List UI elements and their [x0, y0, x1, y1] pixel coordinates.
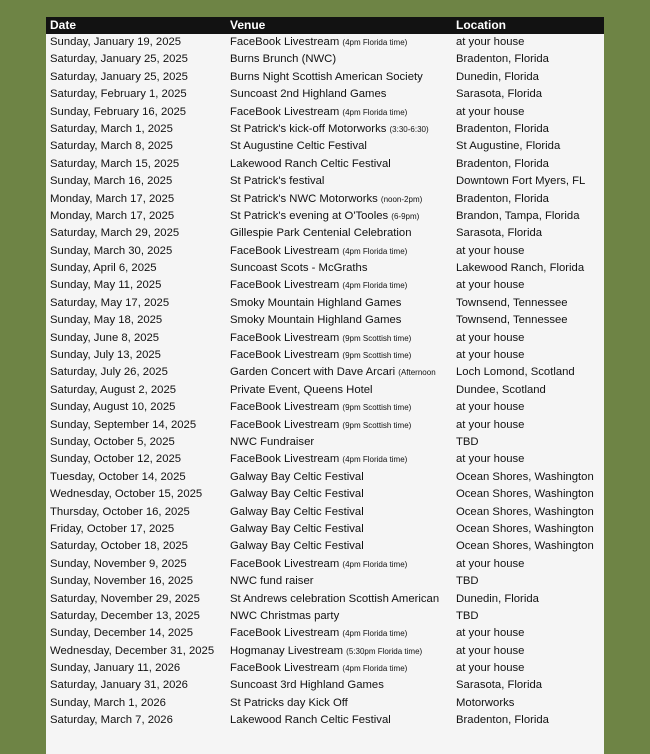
table-row [46, 69, 604, 86]
table-row [46, 695, 604, 712]
venue-cell [227, 677, 453, 694]
date-cell: Saturday, October 18, 2025 [50, 540, 188, 553]
venue-cell [227, 591, 453, 608]
venue-cell [227, 417, 453, 434]
venue-cell [227, 121, 453, 138]
table-row [46, 225, 604, 242]
date-cell: Sunday, February 16, 2025 [50, 105, 187, 118]
location-cell: Dunedin, Florida [456, 70, 539, 83]
venue-cell [227, 712, 453, 729]
venue-name: Galway Bay Celtic Festival [230, 522, 364, 535]
venue-cell [227, 504, 453, 521]
venue-name: Smoky Mountain Highland Games [230, 314, 402, 327]
table-row [46, 504, 604, 521]
location-cell: Sarasota, Florida [456, 88, 543, 101]
date-cell: Saturday, March 7, 2026 [50, 714, 173, 727]
venue-name: FaceBook Livestream [230, 418, 340, 431]
venue-time-note: (noon-2pm) [380, 194, 423, 204]
venue-name: FaceBook Livestream [230, 349, 340, 362]
location-cell: Bradenton, Florida [456, 192, 549, 205]
venue-cell [227, 69, 453, 86]
date-cell: Saturday, March 8, 2025 [50, 140, 173, 153]
venue-cell [227, 434, 453, 451]
date-cell: Wednesday, December 31, 2025 [50, 644, 215, 657]
venue-name: Gillespie Park Centenial Celebration [230, 227, 412, 240]
location-cell: Bradenton, Florida [456, 122, 549, 135]
location-cell: Lakewood Ranch, Florida [456, 262, 585, 275]
table-row [46, 469, 604, 486]
location-cell: at your house [456, 244, 525, 257]
venue-time-note: (4pm Florida time) [342, 246, 408, 256]
table-row [46, 191, 604, 208]
table-row [46, 643, 604, 660]
venue-cell [227, 104, 453, 121]
date-cell: Sunday, March 30, 2025 [50, 244, 173, 257]
venue-cell [227, 451, 453, 468]
date-cell: Tuesday, October 14, 2025 [50, 470, 186, 483]
date-cell: Thursday, October 16, 2025 [50, 505, 190, 518]
venue-cell [227, 225, 453, 242]
location-cell: Loch Lomond, Scotland [456, 366, 575, 379]
location-cell: Bradenton, Florida [456, 157, 549, 170]
location-cell: at your house [456, 331, 525, 344]
venue-cell [227, 243, 453, 260]
location-cell: Townsend, Tennessee [456, 296, 568, 309]
venue-cell [227, 347, 453, 364]
table-row [46, 260, 604, 277]
table-row [46, 330, 604, 347]
date-cell: Sunday, November 9, 2025 [50, 557, 187, 570]
date-cell: Sunday, January 11, 2026 [50, 662, 181, 675]
venue-name: Galway Bay Celtic Festival [230, 488, 364, 501]
venue-cell [227, 364, 453, 381]
table-row [46, 243, 604, 260]
location-cell: at your house [456, 557, 525, 570]
table-row [46, 451, 604, 468]
location-cell: at your house [456, 627, 525, 640]
venue-cell [227, 86, 453, 103]
location-cell: Dunedin, Florida [456, 592, 539, 605]
location-cell: TBD [456, 609, 479, 622]
location-cell: Ocean Shores, Washington [456, 522, 594, 535]
table-body [46, 34, 604, 730]
venue-name: Lakewood Ranch Celtic Festival [230, 157, 391, 170]
venue-cell [227, 191, 453, 208]
table-row [46, 156, 604, 173]
location-cell: Motorworks [456, 696, 515, 709]
date-cell: Sunday, October 5, 2025 [50, 435, 175, 448]
venue-time-note: (9pm Scottish time) [342, 420, 412, 430]
location-cell: Bradenton, Florida [456, 714, 549, 727]
location-cell: Townsend, Tennessee [456, 314, 568, 327]
table-header [46, 17, 604, 34]
table-row [46, 625, 604, 642]
venue-time-note: (4pm Florida time) [342, 455, 408, 465]
location-cell: at your house [456, 36, 525, 48]
table-row [46, 382, 604, 399]
venue-name: Suncoast 3rd Highland Games [230, 679, 384, 692]
venue-cell [227, 643, 453, 660]
venue-name: FaceBook Livestream [230, 331, 340, 344]
table-row [46, 538, 604, 555]
venue-name: Private Event, Queens Hotel [230, 383, 373, 396]
venue-cell [227, 625, 453, 642]
table-row [46, 34, 604, 51]
date-cell: Saturday, March 29, 2025 [50, 227, 180, 240]
venue-name: FaceBook Livestream [230, 36, 340, 48]
venue-name: FaceBook Livestream [230, 105, 340, 118]
date-cell: Sunday, April 6, 2025 [50, 262, 157, 275]
location-cell: at your house [456, 644, 525, 657]
table-row [46, 521, 604, 538]
venue-time-note: (5:30pm Florida time) [346, 646, 423, 656]
venue-time-note: (9pm Scottish time) [342, 351, 412, 361]
table-row [46, 51, 604, 68]
table-row [46, 295, 604, 312]
venue-time-note: (4pm Florida time) [342, 629, 408, 639]
location-cell: Sarasota, Florida [456, 679, 543, 692]
date-cell: Sunday, June 8, 2025 [50, 331, 160, 344]
date-cell: Sunday, March 16, 2025 [50, 175, 173, 188]
venue-cell [227, 556, 453, 573]
venue-name: St Augustine Celtic Festival [230, 140, 367, 153]
date-cell: Wednesday, October 15, 2025 [50, 488, 203, 501]
venue-cell [227, 295, 453, 312]
location-cell: St Augustine, Florida [456, 140, 561, 153]
date-cell: Saturday, February 1, 2025 [50, 88, 187, 101]
location-cell: Ocean Shores, Washington [456, 540, 594, 553]
date-cell: Saturday, May 17, 2025 [50, 296, 170, 309]
date-cell: Saturday, March 1, 2025 [50, 122, 173, 135]
date-cell: Sunday, October 12, 2025 [50, 453, 182, 466]
date-cell: Saturday, December 13, 2025 [50, 609, 200, 622]
venue-name: Suncoast 2nd Highland Games [230, 88, 387, 101]
location-cell: at your house [456, 418, 525, 431]
date-cell: Monday, March 17, 2025 [50, 209, 175, 222]
venue-cell [227, 34, 453, 51]
location-cell: at your house [456, 349, 525, 362]
location-cell: Ocean Shores, Washington [456, 505, 594, 518]
venue-time-note: (4pm Florida time) [342, 107, 408, 117]
venue-cell [227, 469, 453, 486]
venue-name: NWC fund raiser [230, 575, 314, 588]
date-cell: Sunday, December 14, 2025 [50, 627, 193, 640]
venue-cell [227, 312, 453, 329]
venue-time-note: (4pm Florida time) [342, 38, 408, 47]
date-cell: Friday, October 17, 2025 [50, 522, 175, 535]
venue-name: FaceBook Livestream [230, 279, 340, 292]
schedule-table [46, 17, 604, 754]
venue-name: FaceBook Livestream [230, 557, 340, 570]
venue-time-note: (4pm Florida time) [342, 664, 408, 674]
date-cell: Sunday, November 16, 2025 [50, 575, 193, 588]
location-cell: Dundee, Scotland [456, 383, 546, 396]
location-cell: Sarasota, Florida [456, 227, 543, 240]
venue-cell [227, 51, 453, 68]
venue-name: NWC Christmas party [230, 609, 340, 622]
table-row [46, 347, 604, 364]
table-row [46, 486, 604, 503]
location-cell: Downtown Fort Myers, FL [456, 175, 586, 188]
venue-name: Lakewood Ranch Celtic Festival [230, 714, 391, 727]
date-cell: Sunday, January 19, 2025 [50, 36, 182, 48]
venue-cell [227, 521, 453, 538]
venue-name: Smoky Mountain Highland Games [230, 296, 402, 309]
venue-name: FaceBook Livestream [230, 244, 340, 257]
venue-cell [227, 608, 453, 625]
location-cell: at your house [456, 453, 525, 466]
venue-time-note: (4pm Florida time) [342, 559, 408, 569]
venue-cell [227, 330, 453, 347]
table-row [46, 660, 604, 677]
location-cell: Bradenton, Florida [456, 53, 549, 66]
venue-name: FaceBook Livestream [230, 401, 340, 414]
date-cell: Sunday, May 18, 2025 [50, 314, 163, 327]
venue-cell [227, 156, 453, 173]
table-row [46, 138, 604, 155]
venue-cell [227, 486, 453, 503]
table-row [46, 677, 604, 694]
venue-name: St Patricks day Kick Off [230, 696, 348, 709]
table-row [46, 712, 604, 729]
location-cell: TBD [456, 575, 479, 588]
date-cell: Saturday, August 2, 2025 [50, 383, 177, 396]
location-cell: Brandon, Tampa, Florida [456, 209, 580, 222]
venue-name: Burns Night Scottish American Society [230, 70, 423, 83]
location-cell: at your house [456, 662, 525, 675]
table-row [46, 86, 604, 103]
location-column-header: Location [456, 18, 506, 32]
venue-name: Galway Bay Celtic Festival [230, 470, 364, 483]
venue-name: St Patrick's evening at O'Tooles [230, 209, 389, 222]
venue-cell [227, 277, 453, 294]
location-cell: Ocean Shores, Washington [456, 488, 594, 501]
venue-name: FaceBook Livestream [230, 662, 340, 675]
venue-cell [227, 695, 453, 712]
date-cell: Saturday, January 25, 2025 [50, 53, 188, 66]
venue-time-note: (4pm Florida time) [342, 281, 408, 291]
venue-name: Galway Bay Celtic Festival [230, 505, 364, 518]
table-row [46, 556, 604, 573]
date-cell: Monday, March 17, 2025 [50, 192, 175, 205]
venue-name: St Patrick's NWC Motorworks [230, 192, 378, 205]
table-row [46, 591, 604, 608]
venue-cell [227, 382, 453, 399]
venue-name: Garden Concert with Dave Arcari [230, 366, 396, 379]
table-row [46, 417, 604, 434]
table-row [46, 434, 604, 451]
table-row [46, 608, 604, 625]
venue-name: St Andrews celebration Scottish American [230, 592, 440, 605]
venue-name: FaceBook Livestream [230, 453, 340, 466]
venue-name: Suncoast Scots - McGraths [230, 262, 368, 275]
venue-cell [227, 399, 453, 416]
venue-cell [227, 660, 453, 677]
venue-time-note: (9pm Scottish time) [342, 403, 412, 413]
location-cell: at your house [456, 105, 525, 118]
date-cell: Saturday, March 15, 2025 [50, 157, 180, 170]
table-row [46, 364, 604, 381]
date-column-header: Date [50, 18, 77, 32]
date-cell: Sunday, March 1, 2026 [50, 696, 166, 709]
venue-name: St Patrick's festival [230, 175, 325, 188]
location-cell: at your house [456, 401, 525, 414]
date-cell: Saturday, November 29, 2025 [50, 592, 200, 605]
venue-cell [227, 138, 453, 155]
location-cell: at your house [456, 279, 525, 292]
venue-name: FaceBook Livestream [230, 627, 340, 640]
table-row [46, 173, 604, 190]
table-row [46, 277, 604, 294]
date-cell: Sunday, August 10, 2025 [50, 401, 176, 414]
date-cell: Saturday, January 31, 2026 [50, 679, 188, 692]
venue-name: St Patrick's kick-off Motorworks [230, 122, 387, 135]
venue-time-note: (3:30-6:30) [389, 124, 429, 134]
venue-cell [227, 260, 453, 277]
table-row [46, 312, 604, 329]
venue-name: Burns Brunch (NWC) [230, 53, 337, 66]
date-cell: Saturday, January 25, 2025 [50, 70, 188, 83]
table-row [46, 208, 604, 225]
venue-cell [227, 538, 453, 555]
venue-time-note: (9pm Scottish time) [342, 333, 412, 343]
date-cell: Sunday, May 11, 2025 [50, 279, 162, 292]
venue-name: Galway Bay Celtic Festival [230, 540, 364, 553]
venue-name: NWC Fundraiser [230, 435, 315, 448]
venue-time-note: (6-9pm) [391, 211, 420, 221]
venue-cell [227, 573, 453, 590]
venue-cell [227, 173, 453, 190]
table-row [46, 104, 604, 121]
venue-cell [227, 208, 453, 225]
date-cell: Sunday, September 14, 2025 [50, 418, 197, 431]
date-cell: Sunday, July 13, 2025 [50, 349, 161, 362]
location-cell: Ocean Shores, Washington [456, 470, 594, 483]
table-row [46, 399, 604, 416]
table-row [46, 573, 604, 590]
date-cell: Saturday, July 26, 2025 [50, 366, 168, 379]
table-row [46, 121, 604, 138]
venue-time-note: (Afternoon [398, 368, 436, 378]
venue-name: Hogmanay Livestream [230, 644, 344, 657]
venue-column-header: Venue [230, 18, 266, 32]
location-cell: TBD [456, 435, 479, 448]
